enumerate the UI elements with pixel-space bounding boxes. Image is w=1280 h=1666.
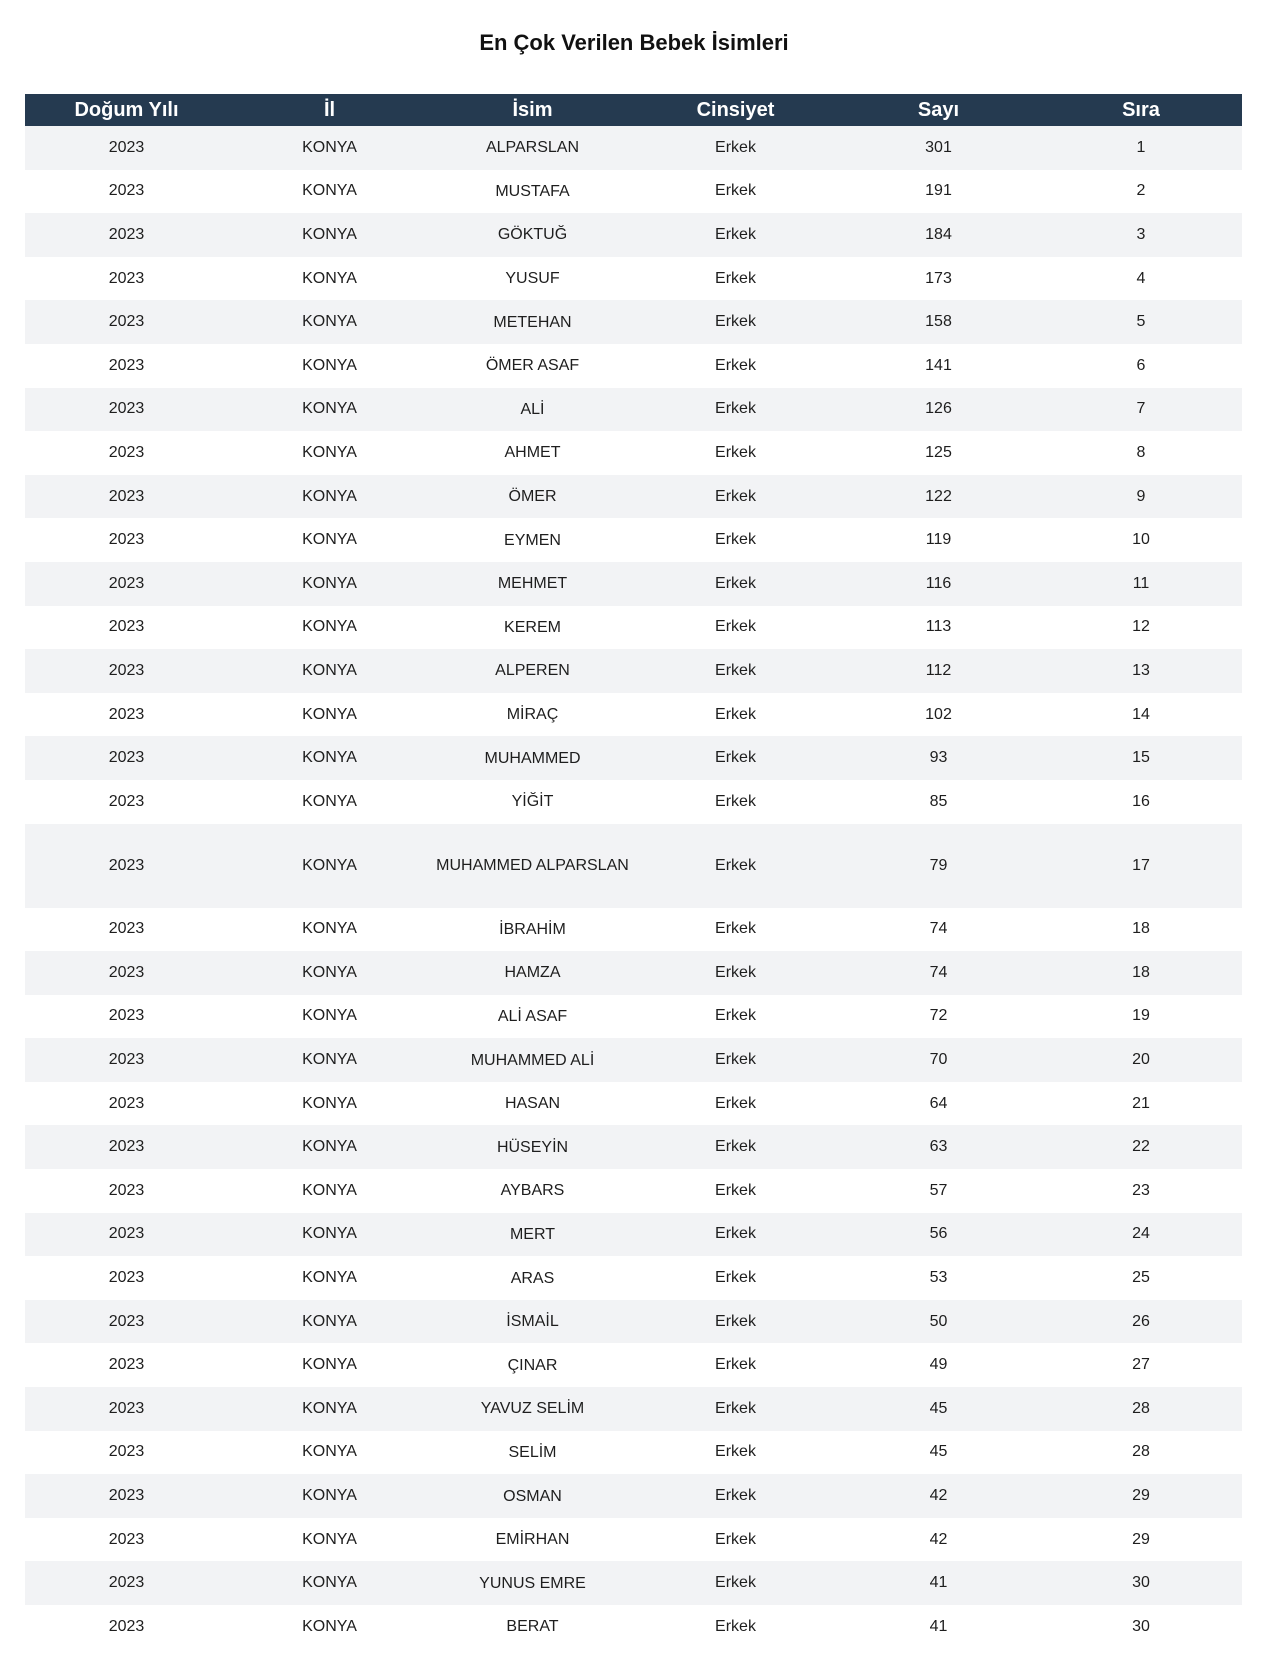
count-cell: 93 bbox=[837, 736, 1040, 780]
count-cell: 122 bbox=[837, 475, 1040, 519]
name-cell: İBRAHİM bbox=[431, 908, 634, 952]
count-cell: 45 bbox=[837, 1387, 1040, 1431]
name-cell: SELİM bbox=[431, 1431, 634, 1475]
year-cell: 2023 bbox=[25, 995, 228, 1039]
table-row bbox=[25, 213, 1242, 257]
year-cell: 2023 bbox=[25, 562, 228, 606]
count-cell: 57 bbox=[837, 1169, 1040, 1213]
name-cell: YİĞİT bbox=[431, 780, 634, 824]
province-cell: KONYA bbox=[228, 1125, 431, 1169]
year-cell: 2023 bbox=[25, 824, 228, 908]
gender-cell: Erkek bbox=[634, 693, 837, 737]
gender-cell: Erkek bbox=[634, 1343, 837, 1387]
province-cell: KONYA bbox=[228, 1082, 431, 1126]
rank-cell: 10 bbox=[1040, 518, 1242, 562]
table-row bbox=[25, 1082, 1242, 1126]
gender-cell: Erkek bbox=[634, 1518, 837, 1562]
rank-cell: 15 bbox=[1040, 736, 1242, 780]
province-cell: KONYA bbox=[228, 300, 431, 344]
table-row bbox=[25, 170, 1242, 214]
rank-cell: 3 bbox=[1040, 213, 1242, 257]
year-cell: 2023 bbox=[25, 1213, 228, 1257]
province-cell: KONYA bbox=[228, 780, 431, 824]
table-header bbox=[25, 94, 1242, 126]
province-cell: KONYA bbox=[228, 1474, 431, 1518]
province-cell: KONYA bbox=[228, 908, 431, 952]
name-cell: HAMZA bbox=[431, 951, 634, 995]
province-cell: KONYA bbox=[228, 1605, 431, 1649]
count-cell: 64 bbox=[837, 1082, 1040, 1126]
year-cell: 2023 bbox=[25, 908, 228, 952]
rank-cell: 28 bbox=[1040, 1431, 1242, 1475]
year-cell: 2023 bbox=[25, 1343, 228, 1387]
gender-cell: Erkek bbox=[634, 1213, 837, 1257]
name-cell: YUSUF bbox=[431, 257, 634, 301]
name-cell: YAVUZ SELİM bbox=[431, 1387, 634, 1431]
year-cell: 2023 bbox=[25, 1169, 228, 1213]
table-row bbox=[25, 300, 1242, 344]
gender-cell: Erkek bbox=[634, 1431, 837, 1475]
rank-cell: 25 bbox=[1040, 1256, 1242, 1300]
province-cell: KONYA bbox=[228, 951, 431, 995]
province-cell: KONYA bbox=[228, 518, 431, 562]
column-header-rank: Sıra bbox=[1122, 99, 1160, 121]
year-cell: 2023 bbox=[25, 951, 228, 995]
gender-cell: Erkek bbox=[634, 908, 837, 952]
province-cell: KONYA bbox=[228, 1213, 431, 1257]
count-cell: 56 bbox=[837, 1213, 1040, 1257]
table-row bbox=[25, 126, 1242, 170]
name-cell: ALİ ASAF bbox=[431, 995, 634, 1039]
province-cell: KONYA bbox=[228, 1169, 431, 1213]
province-cell: KONYA bbox=[228, 824, 431, 908]
year-cell: 2023 bbox=[25, 693, 228, 737]
rank-cell: 14 bbox=[1040, 693, 1242, 737]
name-cell: EMİRHAN bbox=[431, 1518, 634, 1562]
name-cell: MUHAMMED ALPARSLAN bbox=[431, 824, 634, 908]
name-cell: MUSTAFA bbox=[431, 170, 634, 214]
rank-cell: 11 bbox=[1040, 562, 1242, 606]
rank-cell: 13 bbox=[1040, 649, 1242, 693]
count-cell: 184 bbox=[837, 213, 1040, 257]
count-cell: 70 bbox=[837, 1038, 1040, 1082]
province-cell: KONYA bbox=[228, 693, 431, 737]
year-cell: 2023 bbox=[25, 126, 228, 170]
rank-cell: 28 bbox=[1040, 1387, 1242, 1431]
rank-cell: 24 bbox=[1040, 1213, 1242, 1257]
year-cell: 2023 bbox=[25, 1125, 228, 1169]
gender-cell: Erkek bbox=[634, 518, 837, 562]
count-cell: 191 bbox=[837, 170, 1040, 214]
name-cell: MİRAÇ bbox=[431, 693, 634, 737]
name-cell: MUHAMMED ALİ bbox=[431, 1038, 634, 1082]
gender-cell: Erkek bbox=[634, 1038, 837, 1082]
table-row bbox=[25, 344, 1242, 388]
count-cell: 72 bbox=[837, 995, 1040, 1039]
gender-cell: Erkek bbox=[634, 475, 837, 519]
gender-cell: Erkek bbox=[634, 1256, 837, 1300]
count-cell: 49 bbox=[837, 1343, 1040, 1387]
year-cell: 2023 bbox=[25, 736, 228, 780]
rank-cell: 9 bbox=[1040, 475, 1242, 519]
table-row bbox=[25, 780, 1242, 824]
name-cell: ALPARSLAN bbox=[431, 126, 634, 170]
province-cell: KONYA bbox=[228, 649, 431, 693]
rank-cell: 5 bbox=[1040, 300, 1242, 344]
gender-cell: Erkek bbox=[634, 1387, 837, 1431]
table-row bbox=[25, 1431, 1242, 1475]
count-cell: 42 bbox=[837, 1518, 1040, 1562]
header-row bbox=[25, 94, 1242, 126]
province-cell: KONYA bbox=[228, 126, 431, 170]
gender-cell: Erkek bbox=[634, 1605, 837, 1649]
table-row bbox=[25, 736, 1242, 780]
table-row bbox=[25, 1605, 1242, 1649]
rank-cell: 8 bbox=[1040, 431, 1242, 475]
province-cell: KONYA bbox=[228, 475, 431, 519]
province-cell: KONYA bbox=[228, 736, 431, 780]
gender-cell: Erkek bbox=[634, 1474, 837, 1518]
count-cell: 141 bbox=[837, 344, 1040, 388]
rank-cell: 29 bbox=[1040, 1518, 1242, 1562]
count-cell: 41 bbox=[837, 1561, 1040, 1605]
table-row bbox=[25, 475, 1242, 519]
rank-cell: 21 bbox=[1040, 1082, 1242, 1126]
province-cell: KONYA bbox=[228, 431, 431, 475]
year-cell: 2023 bbox=[25, 475, 228, 519]
count-cell: 301 bbox=[837, 126, 1040, 170]
count-cell: 116 bbox=[837, 562, 1040, 606]
gender-cell: Erkek bbox=[634, 300, 837, 344]
rank-cell: 12 bbox=[1040, 606, 1242, 650]
province-cell: KONYA bbox=[228, 257, 431, 301]
baby-names-table bbox=[25, 94, 1242, 1649]
count-cell: 112 bbox=[837, 649, 1040, 693]
rank-cell: 4 bbox=[1040, 257, 1242, 301]
rank-cell: 17 bbox=[1040, 824, 1242, 908]
year-cell: 2023 bbox=[25, 170, 228, 214]
table-row bbox=[25, 1474, 1242, 1518]
gender-cell: Erkek bbox=[634, 824, 837, 908]
name-cell: EYMEN bbox=[431, 518, 634, 562]
rank-cell: 26 bbox=[1040, 1300, 1242, 1344]
name-cell: ALPEREN bbox=[431, 649, 634, 693]
table-row bbox=[25, 824, 1242, 908]
count-cell: 113 bbox=[837, 606, 1040, 650]
year-cell: 2023 bbox=[25, 1518, 228, 1562]
count-cell: 74 bbox=[837, 951, 1040, 995]
name-cell: ÖMER bbox=[431, 475, 634, 519]
table-body bbox=[25, 126, 1242, 1649]
rank-cell: 27 bbox=[1040, 1343, 1242, 1387]
count-cell: 42 bbox=[837, 1474, 1040, 1518]
count-cell: 119 bbox=[837, 518, 1040, 562]
name-cell: AYBARS bbox=[431, 1169, 634, 1213]
province-cell: KONYA bbox=[228, 1387, 431, 1431]
year-cell: 2023 bbox=[25, 1605, 228, 1649]
year-cell: 2023 bbox=[25, 213, 228, 257]
column-header-name: İsim bbox=[512, 99, 553, 121]
name-cell: ARAS bbox=[431, 1256, 634, 1300]
count-cell: 41 bbox=[837, 1605, 1040, 1649]
name-cell: MUHAMMED bbox=[431, 736, 634, 780]
name-cell: İSMAİL bbox=[431, 1300, 634, 1344]
count-cell: 102 bbox=[837, 693, 1040, 737]
gender-cell: Erkek bbox=[634, 388, 837, 432]
year-cell: 2023 bbox=[25, 1387, 228, 1431]
province-cell: KONYA bbox=[228, 606, 431, 650]
name-cell: ÖMER ASAF bbox=[431, 344, 634, 388]
gender-cell: Erkek bbox=[634, 344, 837, 388]
count-cell: 74 bbox=[837, 908, 1040, 952]
table-row bbox=[25, 951, 1242, 995]
province-cell: KONYA bbox=[228, 1256, 431, 1300]
gender-cell: Erkek bbox=[634, 995, 837, 1039]
gender-cell: Erkek bbox=[634, 170, 837, 214]
province-cell: KONYA bbox=[228, 562, 431, 606]
rank-cell: 30 bbox=[1040, 1561, 1242, 1605]
gender-cell: Erkek bbox=[634, 649, 837, 693]
table-row bbox=[25, 606, 1242, 650]
table-row bbox=[25, 908, 1242, 952]
rank-cell: 2 bbox=[1040, 170, 1242, 214]
table-row bbox=[25, 1300, 1242, 1344]
province-cell: KONYA bbox=[228, 1343, 431, 1387]
count-cell: 126 bbox=[837, 388, 1040, 432]
table-row bbox=[25, 1169, 1242, 1213]
gender-cell: Erkek bbox=[634, 780, 837, 824]
column-header-gender: Cinsiyet bbox=[696, 99, 775, 121]
year-cell: 2023 bbox=[25, 1082, 228, 1126]
count-cell: 85 bbox=[837, 780, 1040, 824]
table-row bbox=[25, 693, 1242, 737]
province-cell: KONYA bbox=[228, 213, 431, 257]
name-cell: MERT bbox=[431, 1213, 634, 1257]
table-row bbox=[25, 1038, 1242, 1082]
gender-cell: Erkek bbox=[634, 736, 837, 780]
gender-cell: Erkek bbox=[634, 431, 837, 475]
gender-cell: Erkek bbox=[634, 126, 837, 170]
year-cell: 2023 bbox=[25, 780, 228, 824]
year-cell: 2023 bbox=[25, 431, 228, 475]
count-cell: 45 bbox=[837, 1431, 1040, 1475]
name-cell: BERAT bbox=[431, 1605, 634, 1649]
table-row bbox=[25, 995, 1242, 1039]
table-row bbox=[25, 257, 1242, 301]
page-title: En Çok Verilen Bebek İsimleri bbox=[479, 30, 789, 55]
year-cell: 2023 bbox=[25, 649, 228, 693]
rank-cell: 19 bbox=[1040, 995, 1242, 1039]
gender-cell: Erkek bbox=[634, 1082, 837, 1126]
gender-cell: Erkek bbox=[634, 562, 837, 606]
name-cell: GÖKTUĞ bbox=[431, 213, 634, 257]
rank-cell: 20 bbox=[1040, 1038, 1242, 1082]
rank-cell: 6 bbox=[1040, 344, 1242, 388]
rank-cell: 18 bbox=[1040, 908, 1242, 952]
count-cell: 50 bbox=[837, 1300, 1040, 1344]
rank-cell: 22 bbox=[1040, 1125, 1242, 1169]
year-cell: 2023 bbox=[25, 1038, 228, 1082]
gender-cell: Erkek bbox=[634, 606, 837, 650]
rank-cell: 18 bbox=[1040, 951, 1242, 995]
table-row bbox=[25, 1256, 1242, 1300]
year-cell: 2023 bbox=[25, 388, 228, 432]
name-cell: OSMAN bbox=[431, 1474, 634, 1518]
count-cell: 125 bbox=[837, 431, 1040, 475]
province-cell: KONYA bbox=[228, 1431, 431, 1475]
name-cell: ALİ bbox=[431, 388, 634, 432]
year-cell: 2023 bbox=[25, 1431, 228, 1475]
year-cell: 2023 bbox=[25, 344, 228, 388]
table-row bbox=[25, 1518, 1242, 1562]
name-cell: YUNUS EMRE bbox=[431, 1561, 634, 1605]
gender-cell: Erkek bbox=[634, 1169, 837, 1213]
province-cell: KONYA bbox=[228, 1518, 431, 1562]
name-cell: ÇINAR bbox=[431, 1343, 634, 1387]
name-cell: HASAN bbox=[431, 1082, 634, 1126]
year-cell: 2023 bbox=[25, 257, 228, 301]
count-cell: 53 bbox=[837, 1256, 1040, 1300]
table-row bbox=[25, 1213, 1242, 1257]
province-cell: KONYA bbox=[228, 1300, 431, 1344]
year-cell: 2023 bbox=[25, 1300, 228, 1344]
gender-cell: Erkek bbox=[634, 213, 837, 257]
name-cell: KEREM bbox=[431, 606, 634, 650]
table-row bbox=[25, 431, 1242, 475]
rank-cell: 29 bbox=[1040, 1474, 1242, 1518]
column-header-count: Sayı bbox=[917, 99, 960, 121]
year-cell: 2023 bbox=[25, 518, 228, 562]
count-cell: 79 bbox=[837, 824, 1040, 908]
gender-cell: Erkek bbox=[634, 1300, 837, 1344]
province-cell: KONYA bbox=[228, 344, 431, 388]
gender-cell: Erkek bbox=[634, 1125, 837, 1169]
province-cell: KONYA bbox=[228, 170, 431, 214]
name-cell: MEHMET bbox=[431, 562, 634, 606]
rank-cell: 16 bbox=[1040, 780, 1242, 824]
table-row bbox=[25, 518, 1242, 562]
province-cell: KONYA bbox=[228, 1561, 431, 1605]
table-row bbox=[25, 649, 1242, 693]
name-cell: METEHAN bbox=[431, 300, 634, 344]
column-header-province: İl bbox=[323, 99, 336, 121]
table-row bbox=[25, 1387, 1242, 1431]
year-cell: 2023 bbox=[25, 1474, 228, 1518]
table-row bbox=[25, 1343, 1242, 1387]
rank-cell: 7 bbox=[1040, 388, 1242, 432]
rank-cell: 23 bbox=[1040, 1169, 1242, 1213]
year-cell: 2023 bbox=[25, 606, 228, 650]
gender-cell: Erkek bbox=[634, 1561, 837, 1605]
column-header-year: Doğum Yılı bbox=[74, 99, 179, 121]
province-cell: KONYA bbox=[228, 1038, 431, 1082]
year-cell: 2023 bbox=[25, 1256, 228, 1300]
table-row bbox=[25, 562, 1242, 606]
name-cell: HÜSEYİN bbox=[431, 1125, 634, 1169]
rank-cell: 30 bbox=[1040, 1605, 1242, 1649]
table-row bbox=[25, 1561, 1242, 1605]
name-cell: AHMET bbox=[431, 431, 634, 475]
table-row bbox=[25, 388, 1242, 432]
province-cell: KONYA bbox=[228, 388, 431, 432]
year-cell: 2023 bbox=[25, 300, 228, 344]
gender-cell: Erkek bbox=[634, 951, 837, 995]
year-cell: 2023 bbox=[25, 1561, 228, 1605]
count-cell: 173 bbox=[837, 257, 1040, 301]
rank-cell: 1 bbox=[1040, 126, 1242, 170]
province-cell: KONYA bbox=[228, 995, 431, 1039]
count-cell: 63 bbox=[837, 1125, 1040, 1169]
table-row bbox=[25, 1125, 1242, 1169]
gender-cell: Erkek bbox=[634, 257, 837, 301]
count-cell: 158 bbox=[837, 300, 1040, 344]
